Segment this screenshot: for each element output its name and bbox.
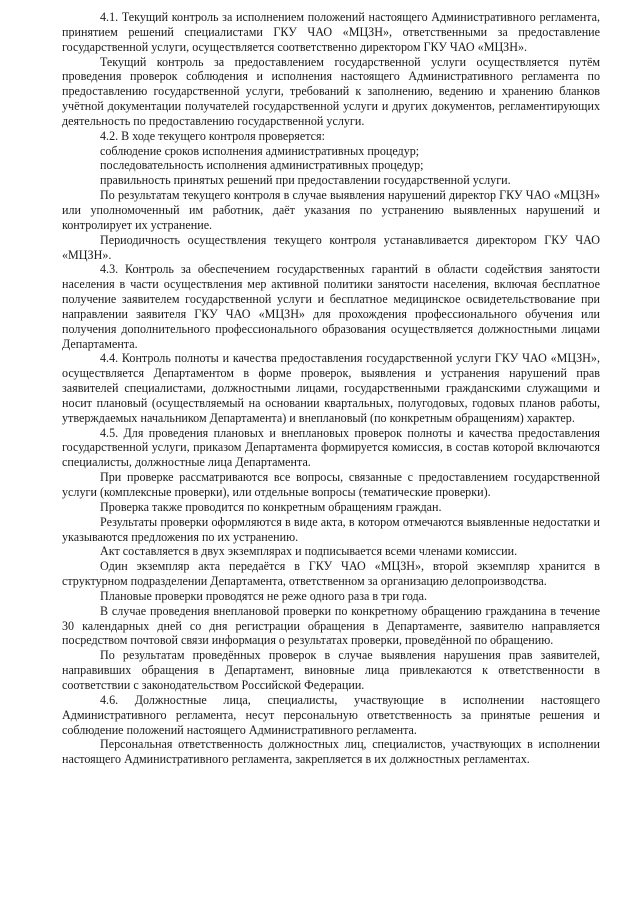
paragraph-liability: По результатам проведённых проверок в случае выявления нарушения прав заявителей, направивших обращения в Департамент, виновные лица привлекаются к ответственности в соответствии с законодательством Российской Федерации. bbox=[62, 648, 600, 692]
paragraph-4-6: 4.6. Должностные лица, специалисты, участвующие в исполнении настоящего Административного регламента, несут персональную ответственность за принятые решения и соблюдение положений настоящего Административного регламента. bbox=[62, 692, 600, 737]
list-item-sequence: последовательность исполнения административных процедур; bbox=[100, 158, 424, 173]
paragraph-unplanned-inspection: В случае проведения внеплановой проверки по конкретному обращению гражданина в течение 30 календарных дней со дня регистрации обращения в Департаменте, заявителю направляется посредством почтовой связи информация о результатах проверки, проведённой по обращению. bbox=[62, 603, 600, 648]
paragraph-act-copies: Акт составляется в двух экземплярах и подписывается всеми членами комиссии. bbox=[100, 544, 518, 559]
paragraph-4-4: 4.4. Контроль полноты и качества предоставления государственной услуги ГКУ ЧАО «МЦЗН», осуществляется Департаментом в форме проверок, выявления и устранения нарушений прав заявителей специалистами, должностными лицами, государственными гражданскими служащими и носит плановый (осуществляемый на основании квартальных, полугодовых, годовых планов работы, утверждаемых начальником Департамента) и внеплановый (по конкретным обращениям) характер. bbox=[62, 351, 600, 425]
paragraph-violations: По результатам текущего контроля в случае выявления нарушений директор ГКУ ЧАО «МЦЗН» или уполномоченный им работник, даёт указания по устранению выявленных нарушений и контролирует их устранение. bbox=[62, 188, 600, 232]
paragraph-4-1: 4.1. Текущий контроль за исполнением положений настоящего Административного регламента, принятием решений специалистами ГКУ ЧАО «МЦЗН», ответственными за предоставление государственной услуги, осуществляется соответственно директором ГКУ ЧАО «МЦЗН». bbox=[62, 10, 600, 54]
paragraph-citizen-appeals: Проверка также проводится по конкретным обращениям граждан. bbox=[100, 499, 442, 514]
paragraph-periodicity: Периодичность осуществления текущего контроля устанавливается директором ГКУ ЧАО «МЦЗН». bbox=[62, 232, 600, 262]
paragraph-4-5: 4.5. Для проведения плановых и внеплановых проверок полноты и качества предоставления государственной услуги, приказом Департамента формируется комиссия, в состав которой включаются специалисты, должностные лица Департамента. bbox=[62, 425, 600, 470]
list-item-correctness: правильность принятых решений при предоставлении государственной услуги. bbox=[100, 173, 511, 188]
paragraph-personal-responsibility: Персональная ответственность должностных лиц, специалистов, участвующих в исполнении настоящего Административного регламента, закрепляется в их должностных регламентах. bbox=[62, 737, 600, 767]
paragraph-planned-frequency: Плановые проверки проводятся не реже одного раза в три года. bbox=[100, 588, 428, 603]
paragraph-inspection-scope: При проверке рассматриваются все вопросы, связанные с предоставлением государственной услуги (комплексные проверки), или отдельные вопросы (тематические проверки). bbox=[62, 470, 600, 499]
paragraph-current-control: Текущий контроль за предоставлением государственной услуги осуществляется путём проведения проверок соблюдения и исполнения настоящего Административного регламента по предоставлению государственной услуги, требований к заполнению, ведению и хранению бланков учётной документации получателей государственной услуги и других документов, регламентирующих деятельность по предоставлению государственной услуги. bbox=[62, 54, 600, 128]
paragraph-4-3: 4.3. Контроль за обеспечением государственных гарантий в области содействия занятости населения в части осуществления мер активной политики занятости населения, включая бесплатное получение заявителем государственной услуги и бесплатное медицинское освидетельствование при направлении заявителя ГКУ ЧАО «МЦЗН» для прохождения профессионального обучения или получения дополнительного профессионального образования осуществляется должностными лицами Департамента. bbox=[62, 262, 600, 351]
paragraph-4-2: 4.2. В ходе текущего контроля проверяется: bbox=[100, 128, 325, 143]
list-item-deadlines: соблюдение сроков исполнения административных процедур; bbox=[100, 143, 420, 158]
paragraph-inspection-results: Результаты проверки оформляются в виде акта, в котором отмечаются выявленные недостатки и указываются предложения по их устранению. bbox=[62, 514, 600, 544]
paragraph-act-storage: Один экземпляр акта передаётся в ГКУ ЧАО «МЦЗН», второй экземпляр хранится в структурном подразделении Департамента, ответственном за организацию делопроизводства. bbox=[62, 559, 600, 589]
